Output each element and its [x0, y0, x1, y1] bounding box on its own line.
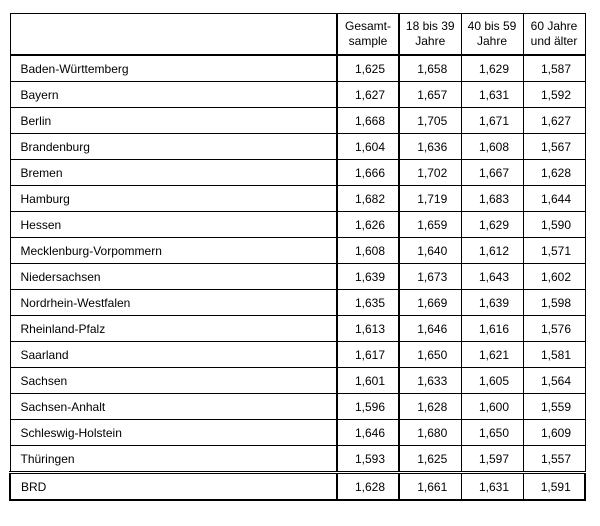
state-name: Nordrhein-Westfalen	[10, 290, 337, 316]
header-total-sample	[337, 14, 399, 56]
value-age-40-59: 1,612	[461, 238, 523, 264]
header-text-line: Gesamt-	[344, 19, 391, 33]
total-value-age-18-39: 1,661	[399, 473, 461, 501]
value-age-60-plus: 1,644	[523, 186, 585, 212]
table-row	[10, 342, 585, 368]
table-row	[10, 420, 585, 446]
header-row	[10, 14, 585, 56]
total-value-age-40-59: 1,631	[461, 473, 523, 501]
header-corner	[10, 14, 337, 56]
value-total: 1,625	[337, 55, 399, 82]
value-total: 1,596	[337, 394, 399, 420]
state-name: Sachsen	[10, 368, 337, 394]
table-row	[10, 290, 585, 316]
table-row	[10, 264, 585, 290]
state-name: Berlin	[10, 108, 337, 134]
total-label: BRD	[10, 473, 337, 501]
table-row	[10, 316, 585, 342]
value-age-60-plus: 1,609	[523, 420, 585, 446]
value-age-18-39: 1,702	[399, 160, 461, 186]
state-name: Hessen	[10, 212, 337, 238]
value-total: 1,627	[337, 82, 399, 108]
table-row	[10, 55, 585, 82]
value-total: 1,666	[337, 160, 399, 186]
value-age-18-39: 1,680	[399, 420, 461, 446]
value-age-40-59: 1,600	[461, 394, 523, 420]
value-total: 1,668	[337, 108, 399, 134]
value-age-18-39: 1,650	[399, 342, 461, 368]
value-age-60-plus: 1,587	[523, 55, 585, 82]
table-row	[10, 394, 585, 420]
value-age-60-plus: 1,564	[523, 368, 585, 394]
header-text-line: Jahre	[476, 34, 508, 48]
state-name: Schleswig-Holstein	[10, 420, 337, 446]
header-age-60-plus	[523, 14, 585, 56]
value-age-60-plus: 1,598	[523, 290, 585, 316]
value-total: 1,682	[337, 186, 399, 212]
value-age-40-59: 1,671	[461, 108, 523, 134]
value-age-40-59: 1,631	[461, 82, 523, 108]
table-row	[10, 160, 585, 186]
state-name: Mecklenburg-Vorpommern	[10, 238, 337, 264]
table-row	[10, 446, 585, 473]
value-total: 1,639	[337, 264, 399, 290]
value-total: 1,608	[337, 238, 399, 264]
state-name: Baden-Württemberg	[10, 55, 337, 82]
value-age-40-59: 1,597	[461, 446, 523, 473]
value-total: 1,604	[337, 134, 399, 160]
value-age-60-plus: 1,557	[523, 446, 585, 473]
total-value-age-60-plus: 1,591	[523, 473, 585, 501]
value-age-18-39: 1,669	[399, 290, 461, 316]
value-age-18-39: 1,636	[399, 134, 461, 160]
value-age-40-59: 1,683	[461, 186, 523, 212]
value-age-60-plus: 1,628	[523, 160, 585, 186]
value-total: 1,626	[337, 212, 399, 238]
value-total: 1,593	[337, 446, 399, 473]
state-name: Rheinland-Pfalz	[10, 316, 337, 342]
value-age-18-39: 1,705	[399, 108, 461, 134]
value-age-18-39: 1,657	[399, 82, 461, 108]
value-total: 1,635	[337, 290, 399, 316]
value-age-40-59: 1,605	[461, 368, 523, 394]
value-age-18-39: 1,719	[399, 186, 461, 212]
value-total: 1,613	[337, 316, 399, 342]
value-age-60-plus: 1,602	[523, 264, 585, 290]
state-name: Bremen	[10, 160, 337, 186]
value-age-40-59: 1,667	[461, 160, 523, 186]
value-age-18-39: 1,658	[399, 55, 461, 82]
state-name: Bayern	[10, 82, 337, 108]
state-name: Sachsen-Anhalt	[10, 394, 337, 420]
state-name: Thüringen	[10, 446, 337, 473]
value-age-18-39: 1,633	[399, 368, 461, 394]
value-age-60-plus: 1,592	[523, 82, 585, 108]
header-text-line: Jahre	[415, 34, 446, 48]
value-total: 1,646	[337, 420, 399, 446]
value-age-40-59: 1,629	[461, 55, 523, 82]
value-age-40-59: 1,650	[461, 420, 523, 446]
header-text-line: 18 bis 39	[405, 19, 455, 33]
value-age-18-39: 1,640	[399, 238, 461, 264]
value-age-40-59: 1,639	[461, 290, 523, 316]
value-age-18-39: 1,625	[399, 446, 461, 473]
value-age-40-59: 1,643	[461, 264, 523, 290]
table-row	[10, 108, 585, 134]
state-name: Saarland	[10, 342, 337, 368]
value-age-40-59: 1,608	[461, 134, 523, 160]
value-age-40-59: 1,621	[461, 342, 523, 368]
table-row	[10, 238, 585, 264]
table-row	[10, 82, 585, 108]
state-name: Niedersachsen	[10, 264, 337, 290]
total-row	[10, 473, 585, 501]
state-name: Brandenburg	[10, 134, 337, 160]
value-age-60-plus: 1,567	[523, 134, 585, 160]
header-text-line: sample	[348, 34, 388, 48]
header-text-line: 40 bis 59	[467, 19, 517, 33]
value-age-60-plus: 1,581	[523, 342, 585, 368]
state-name: Hamburg	[10, 186, 337, 212]
value-age-60-plus: 1,590	[523, 212, 585, 238]
header-age-40-59	[461, 14, 523, 56]
value-age-18-39: 1,673	[399, 264, 461, 290]
table-row	[10, 368, 585, 394]
value-age-40-59: 1,629	[461, 212, 523, 238]
header-text-line: 60 Jahre	[530, 19, 578, 33]
value-age-40-59: 1,616	[461, 316, 523, 342]
value-age-60-plus: 1,559	[523, 394, 585, 420]
value-age-60-plus: 1,571	[523, 238, 585, 264]
total-value-total: 1,628	[337, 473, 399, 501]
header-age-18-39	[399, 14, 461, 56]
value-total: 1,601	[337, 368, 399, 394]
data-table	[9, 13, 586, 501]
table-row	[10, 134, 585, 160]
value-total: 1,617	[337, 342, 399, 368]
value-age-18-39: 1,646	[399, 316, 461, 342]
value-age-60-plus: 1,627	[523, 108, 585, 134]
value-age-60-plus: 1,576	[523, 316, 585, 342]
header-text-line: und älter	[530, 34, 578, 48]
table-row	[10, 212, 585, 238]
value-age-18-39: 1,628	[399, 394, 461, 420]
table-row	[10, 186, 585, 212]
value-age-18-39: 1,659	[399, 212, 461, 238]
